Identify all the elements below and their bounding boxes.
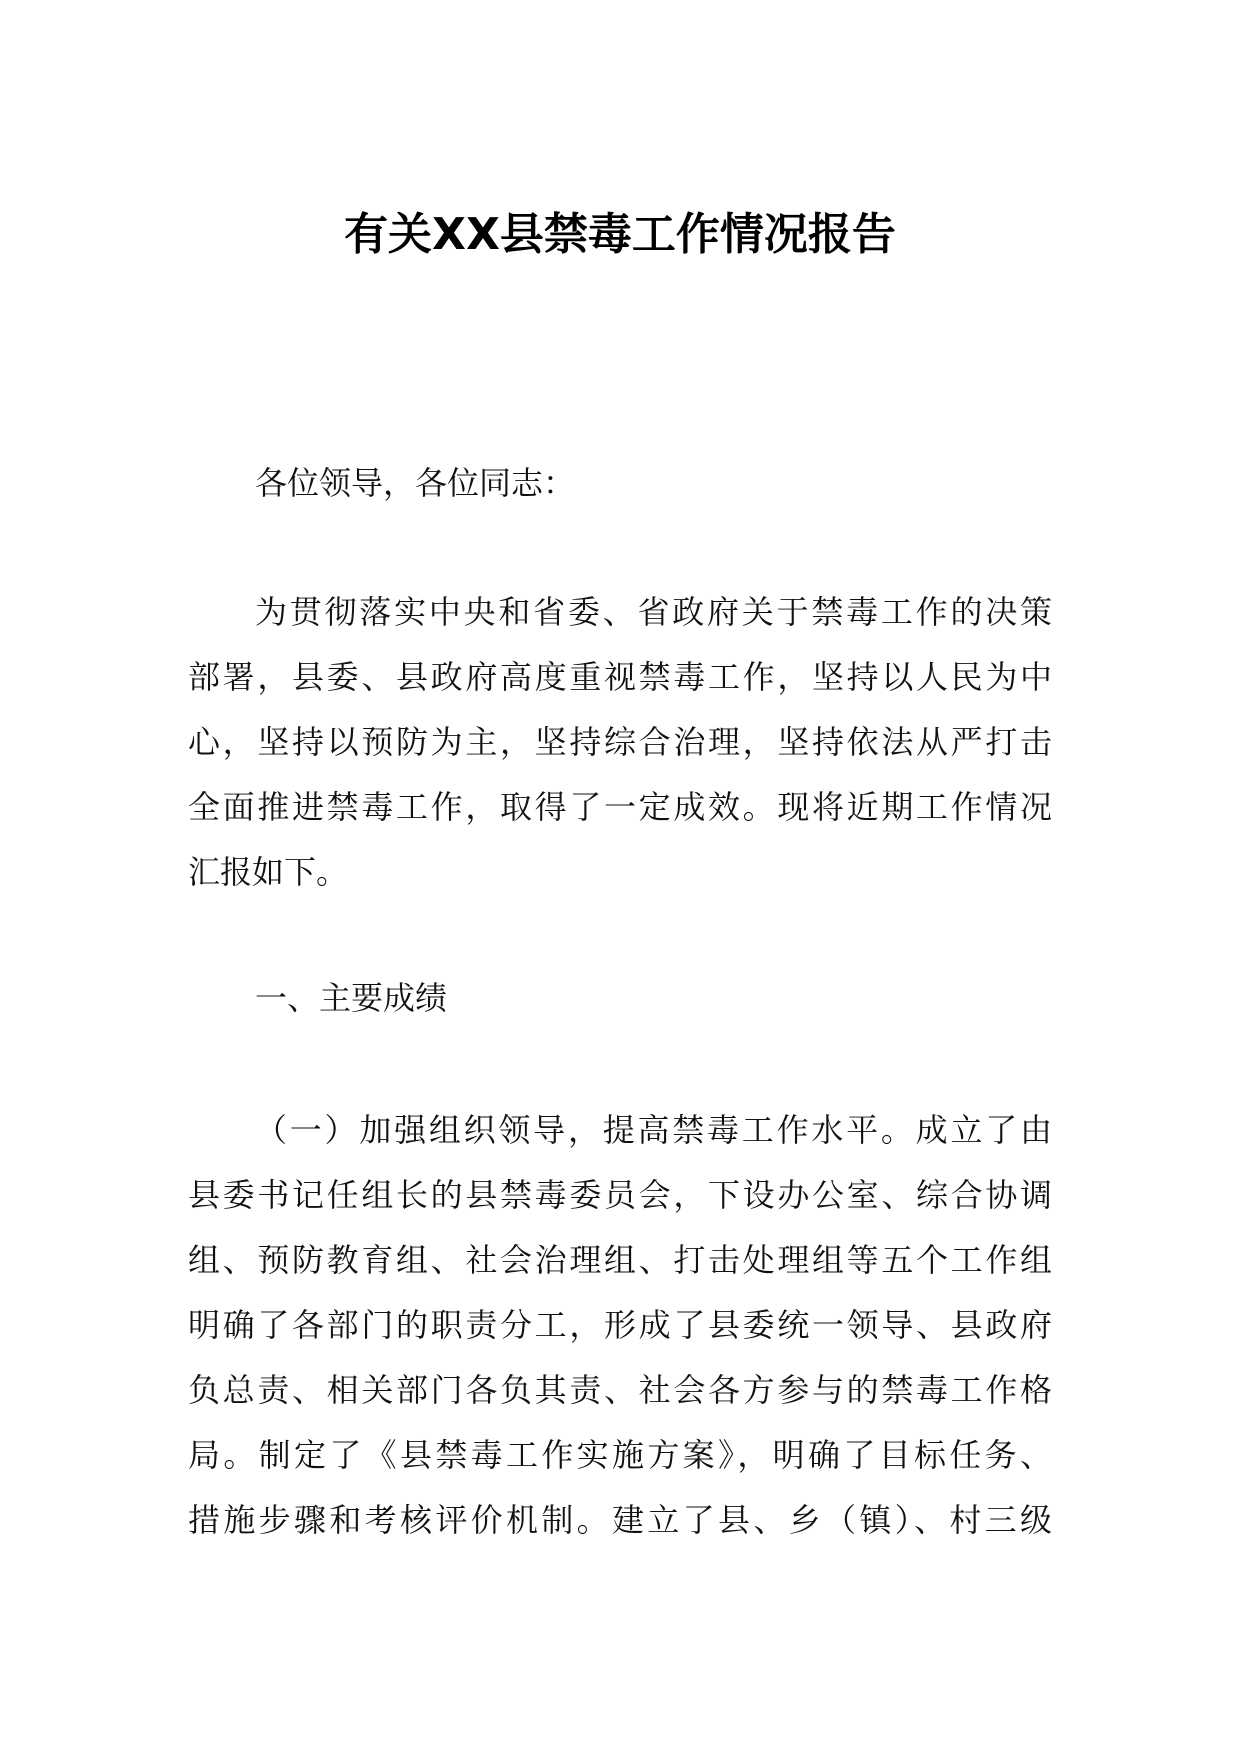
intro-paragraph: [188, 580, 1052, 905]
paragraph-line: 部署，县委、县政府高度重视禁毒工作，坚持以人民为中: [188, 658, 1052, 696]
paragraph-line: 汇报如下。: [188, 853, 349, 891]
paragraph-line: 措施步骤和考核评价机制。建立了县、乡（镇）、村三级: [188, 1501, 1052, 1539]
paragraph-line: 明确了各部门的职责分工，形成了县委统一领导、县政府: [188, 1306, 1052, 1344]
paragraph-line: 全面推进禁毒工作，取得了一定成效。现将近期工作情况: [188, 788, 1052, 826]
paragraph-line: 心，坚持以预防为主，坚持综合治理，坚持依法从严打击: [188, 723, 1052, 761]
section1-paragraph: [188, 1098, 1052, 1553]
paragraph-line: 县委书记任组长的县禁毒委员会，下设办公室、综合协调: [188, 1176, 1052, 1214]
paragraph-line: （一）加强组织领导，提高禁毒工作水平。成立了由: [255, 1111, 1052, 1149]
document-title: 有关XX县禁毒工作情况报告: [344, 209, 896, 260]
paragraph-line: 负总责、相关部门各负其责、社会各方参与的禁毒工作格: [188, 1371, 1052, 1409]
paragraph-line: 局。制定了《县禁毒工作实施方案》，明确了目标任务、: [188, 1436, 1052, 1474]
section-heading: 一、主要成绩: [255, 979, 448, 1017]
paragraph-line: 组、预防教育组、社会治理组、打击处理组等五个工作组: [188, 1241, 1052, 1279]
paragraph-line: 为贯彻落实中央和省委、省政府关于禁毒工作的决策: [255, 593, 1052, 631]
salutation: 各位领导，各位同志：: [255, 464, 576, 502]
